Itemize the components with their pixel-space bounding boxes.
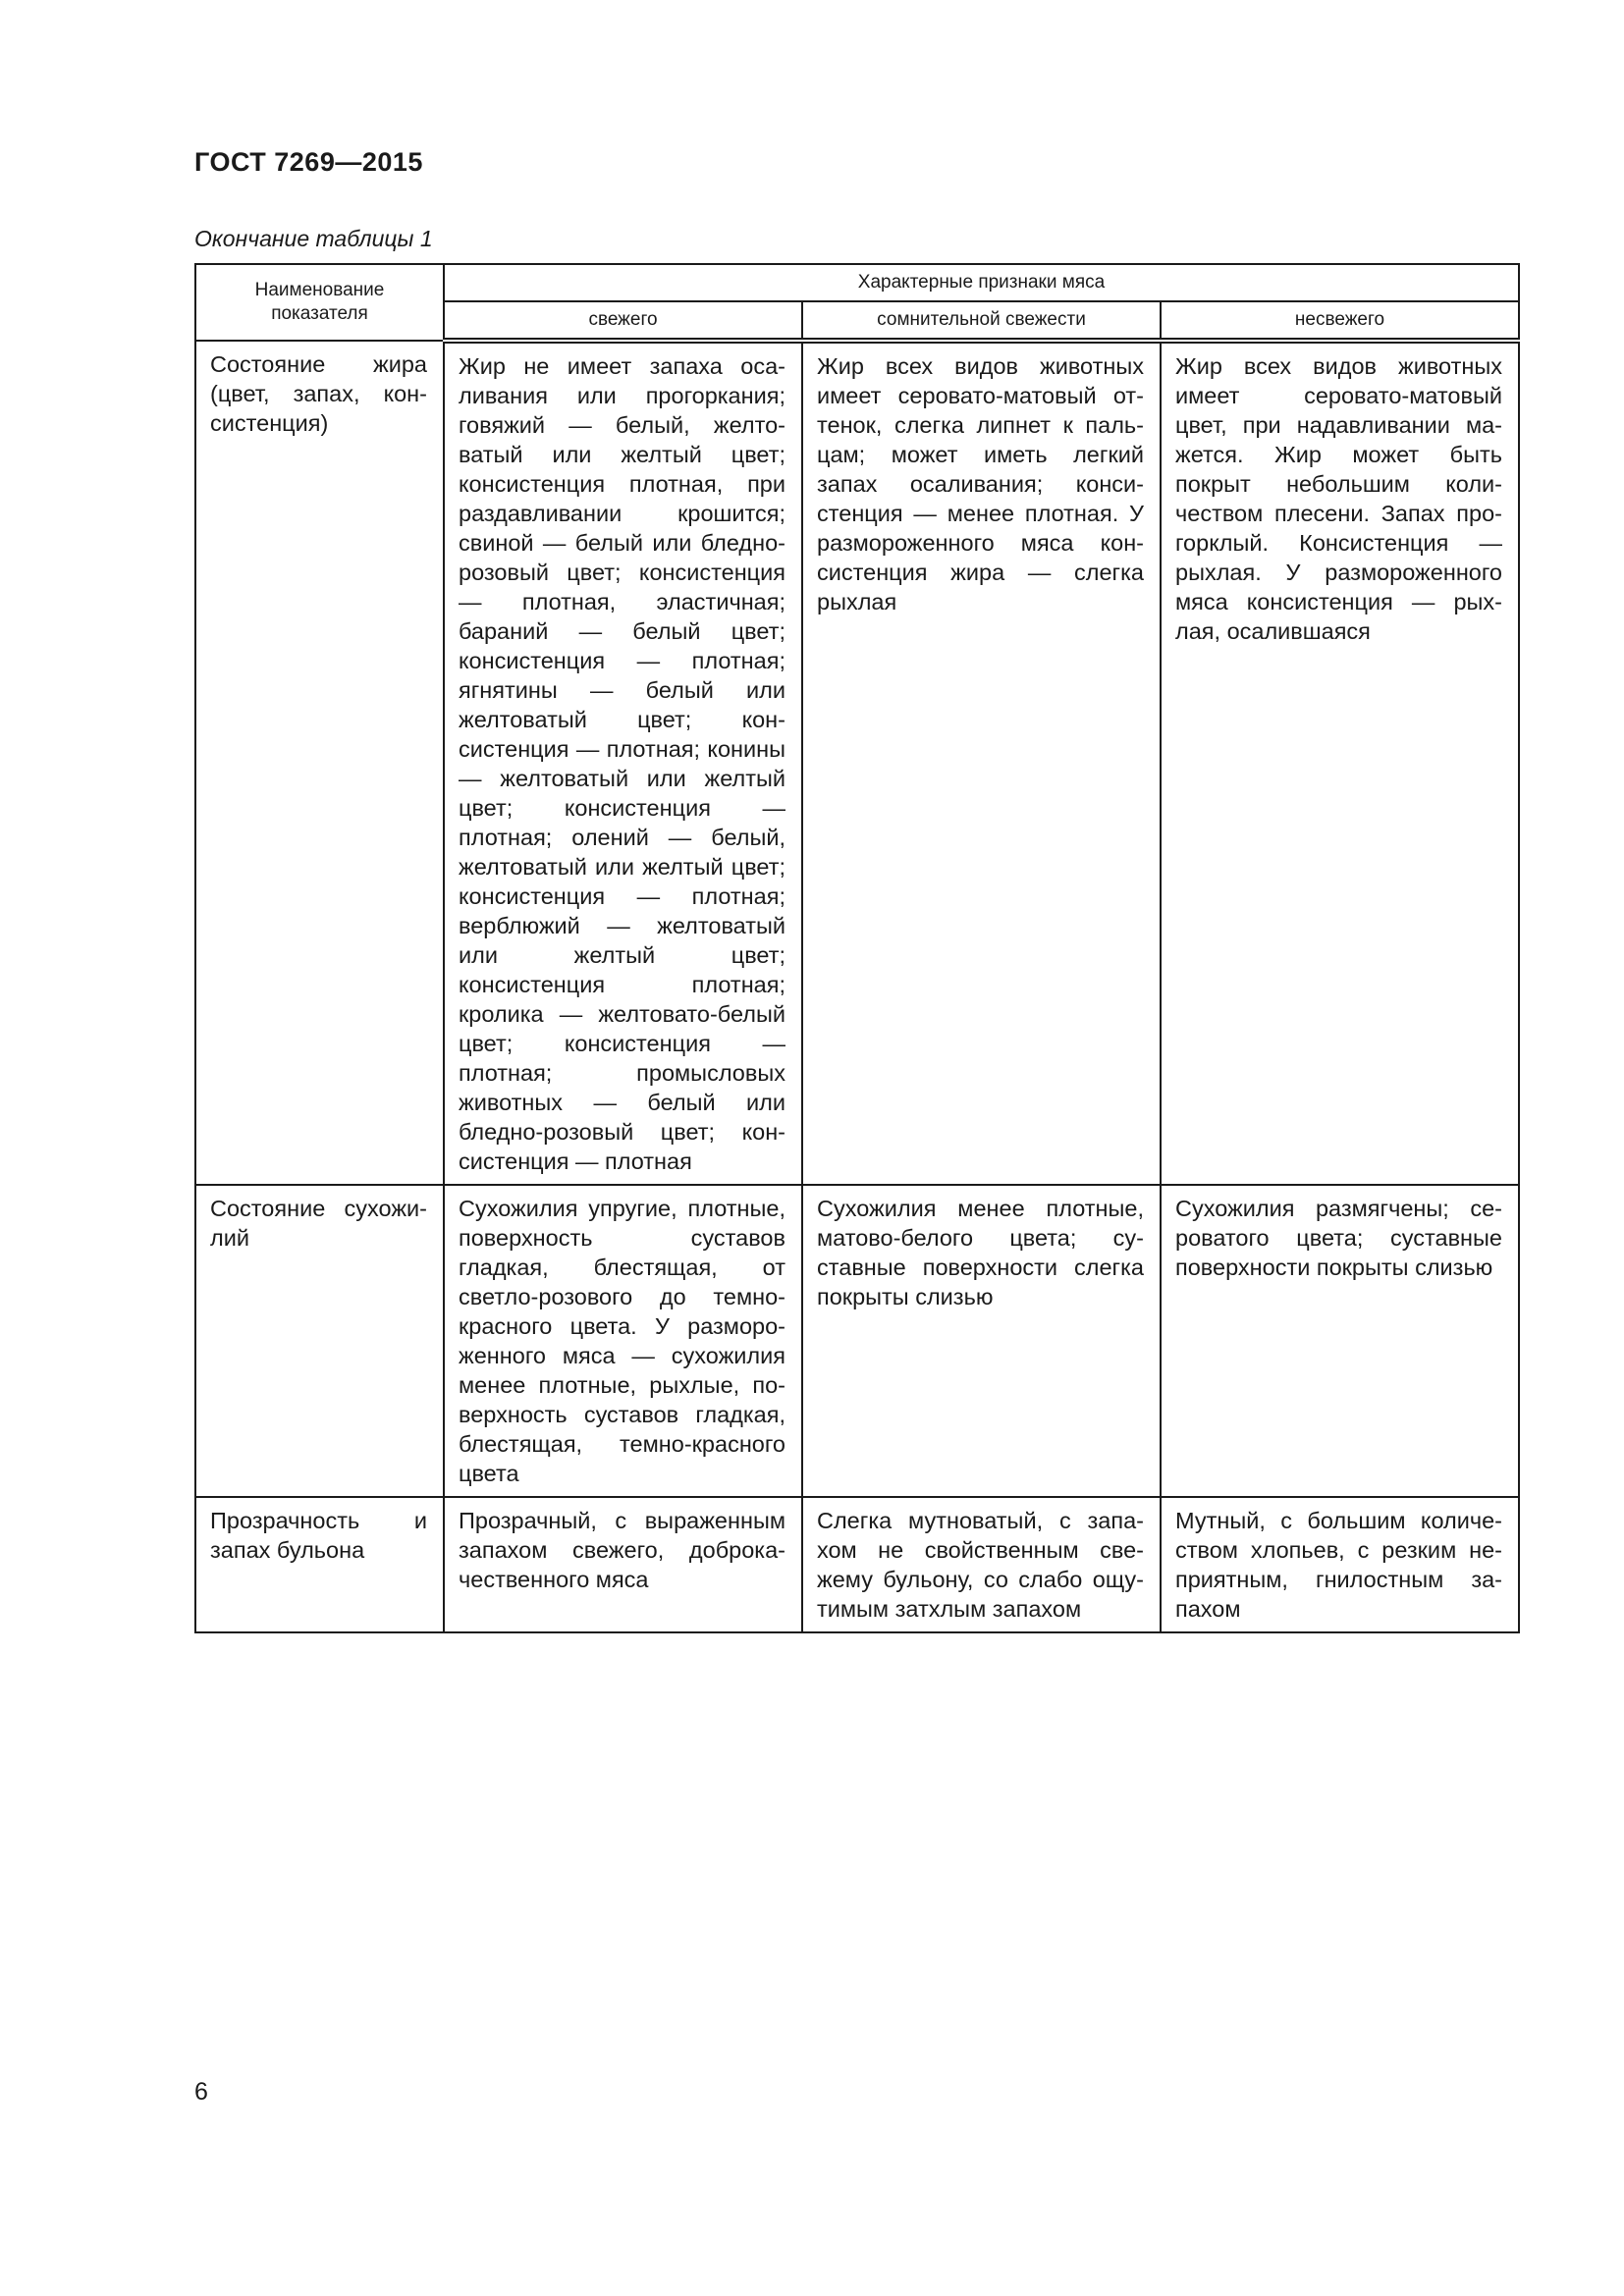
row-indicator: Состояние сухожилий (195, 1185, 444, 1497)
cell-fresh: Прозрачный, с выраженным запахом свежего, доброкачественного мяса (444, 1497, 802, 1632)
cell-fresh: Сухожилия упругие, плотные, поверхность суставов гладкая, блестящая, от светло-розового до темнокрасного цвета. У размороженного мяса — сухожилия менее плотные, рыхлые, поверхность суставов гладкая, блестящая, темно-красного цвета (444, 1185, 802, 1497)
column-header-fresh: свежего (444, 301, 802, 341)
standard-title: ГОСТ 7269—2015 (194, 147, 423, 177)
column-header-stale: несвежего (1161, 301, 1519, 341)
table-caption: Окончание таблицы 1 (194, 226, 433, 251)
column-header-indicator: Наименование показателя (195, 264, 444, 341)
cell-doubtful: Сухожилия менее плотные, матово-белого цвета; суставные поверхности слегка покрыты слизью (802, 1185, 1161, 1497)
cell-stale: Сухожилия размягчены; сероватого цвета; суставные поверхности покрыты слизью (1161, 1185, 1519, 1497)
cell-stale: Мутный, с большим количеством хлопьев, с резким неприятным, гнилостным запахом (1161, 1497, 1519, 1632)
table-row (195, 1185, 1519, 1497)
row-indicator: Состояние жира (цвет, запах, консистенция) (195, 341, 444, 1185)
row-indicator: Прозрачность и запах бульона (195, 1497, 444, 1632)
table-row (195, 341, 1519, 1185)
cell-doubtful: Жир всех видов животных имеет серовато-матовый оттенок, слегка липнет к пальцам; может иметь легкий запах осаливания; консистенция — менее плотная. У размороженного мяса консистенция жира — слегка рыхлая (802, 341, 1161, 1185)
column-group-header: Характерные признаки мяса (444, 264, 1519, 301)
column-header-doubtful: сомнительной свежести (802, 301, 1161, 341)
meat-characteristics-table (194, 263, 1520, 1633)
table-row (195, 1497, 1519, 1632)
cell-doubtful: Слегка мутноватый, с запахом не свойственным свежему бульону, со слабо ощутимым затхлым запахом (802, 1497, 1161, 1632)
cell-stale: Жир всех видов животных имеет серовато-матовый цвет, при надавливании мажется. Жир может быть покрыт небольшим количеством плесени. Запах прогорклый. Консистенция — рыхлая. У размороженного мяса консистенция — рыхлая, осалившаяся (1161, 341, 1519, 1185)
page-number: 6 (194, 2078, 208, 2106)
cell-fresh: Жир не имеет запаха осаливания или прогоркания; говяжий — белый, желтоватый или желтый цвет; консистенция плотная, при раздавливании крошится; свиной — белый или бледно-розовый цвет; консистенция — плотная, эластичная; бараний — белый цвет; консистенция — плотная; ягнятины — белый или желтоватый цвет; консистенция — плотная; конины — желтоватый или желтый цвет; консистенция — плотная; олений — белый, желтоватый или желтый цвет; консистенция — плотная; верблюжий — желтоватый или желтый цвет; консистенция плотная; кролика — желтовато-белый цвет; консистенция — плотная; промысловых животных — белый или бледно-розовый цвет; консистенция — плотная (444, 341, 802, 1185)
